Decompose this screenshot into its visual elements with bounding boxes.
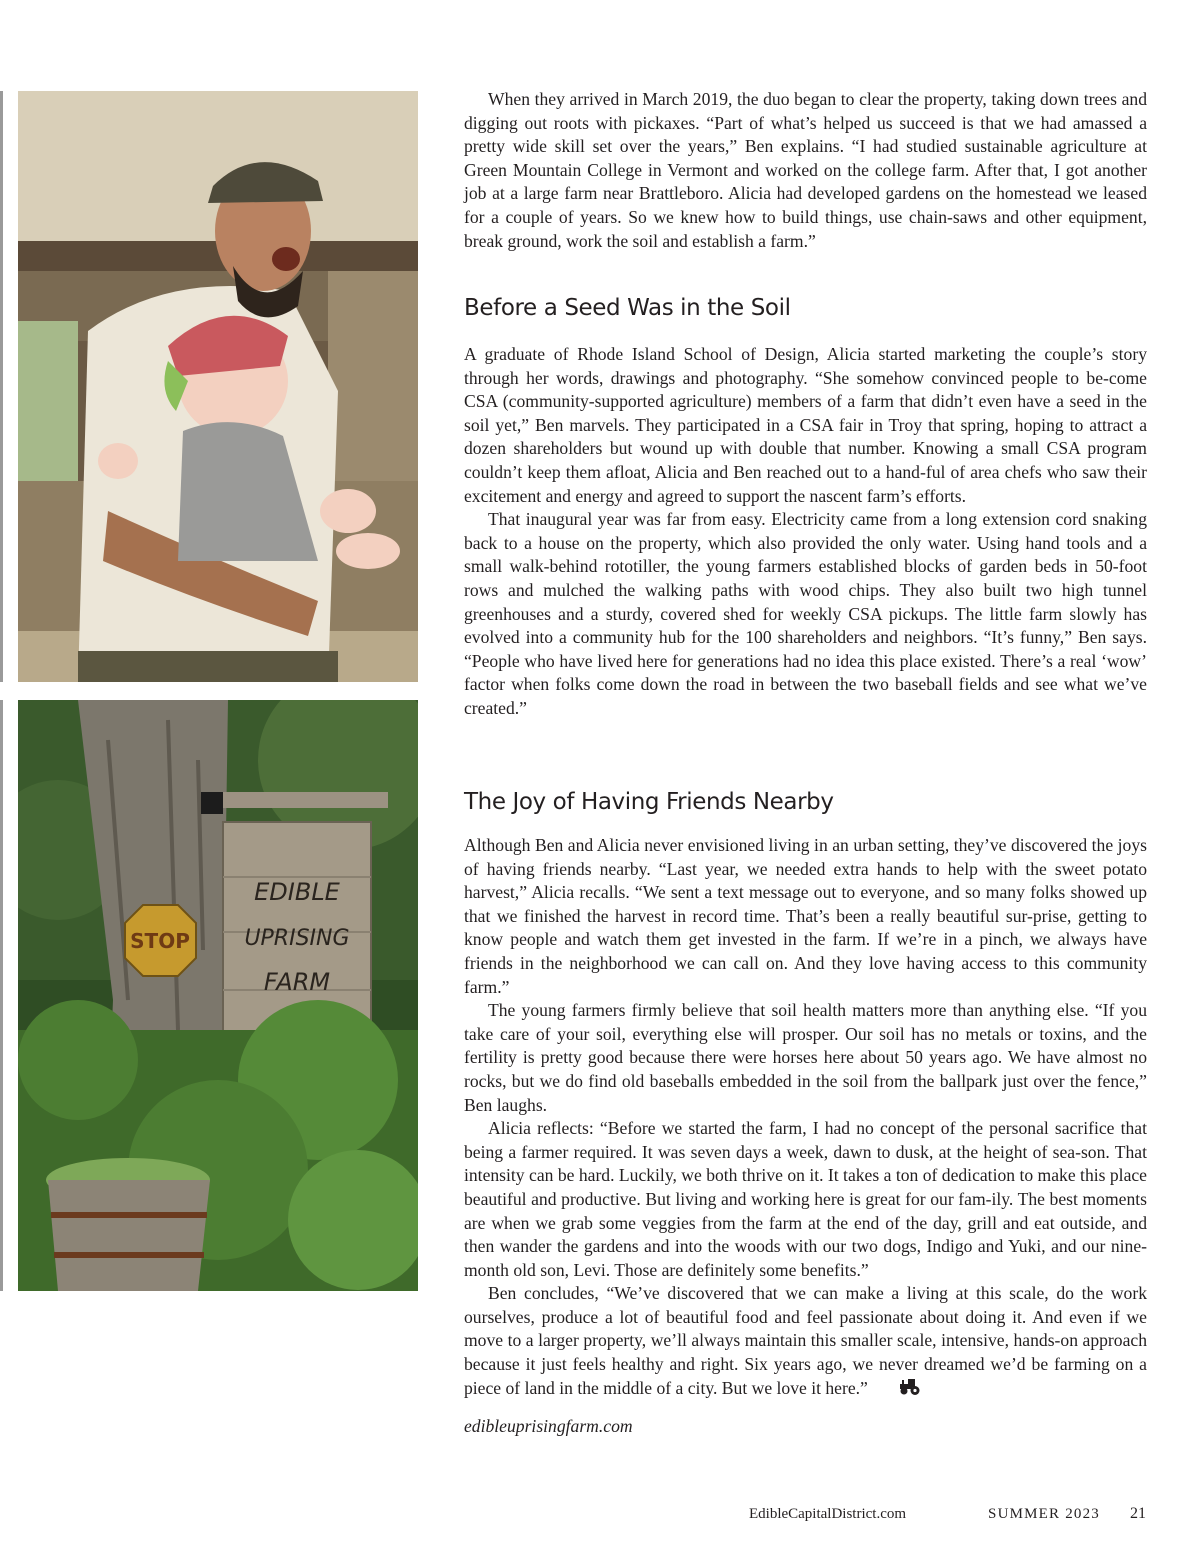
svg-text:STOP: STOP [130,929,190,953]
svg-text:EDIBLE: EDIBLE [254,878,340,906]
article-paragraph-final-text: Ben concludes, “We’ve discovered that we can make a living at this scale, do the work ourselves, produce a lot of beautiful food and feel passionate about doing it. And even if we move to a larger property, we’ll always maintain this smaller scale, intensive, hands-on approach because it just feels healthy and right. Six years ago, we never dreamed we’d be farming on a piece of land in the middle of a city. But we love it here.” [464,1283,1147,1398]
page-footer [749,1505,1146,1527]
article-paragraph: Although Ben and Alicia never envisioned living in an urban setting, they’ve discovered the joys of having friends nearby. “Last year, we needed extra hands to help with the sweet potato harvest,” Alicia recalls. “We sent a text message out to everyone, and so many folks showed up that we finished the harvest in record time. That’s been a really beautiful sur-prise, getting to know people and watch them get invested in the farm. If we’re in a pinch, we always have friends in the neighborhood we can call on. And they love having access to this community farm.” [464,835,1147,997]
footer-site: EdibleCapitalDistrict.com [748,1506,907,1522]
section-joy-of-friends [464,787,1147,817]
svg-text:FARM: FARM [263,968,331,996]
article-paragraph: That inaugural year was far from easy. Electricity came from a long extension cord snaking back to a house on the property, which also provided the only water. Using hand tools and a small walk-behind rototiller, the young farmers established blocks of garden beds in 50-foot rows and mulched the walking paths with wood chips. They also built two high tunnel greenhouses and a sturdy, covered shed for weekly CSA pickups. The little farm slowly has evolved into a community hub for the 100 shareholders and neighbors. “It’s funny,” Ben says. “People who have lived here for generations had no idea this place existed. There’s a real ‘wow’ factor when folks come down the road in between the two baseball fields and see what we’ve created.” [464,509,1147,718]
man-with-baby-photo [18,91,418,682]
section-before-a-seed [464,293,1147,323]
article-paragraph: The young farmers firmly believe that soil health matters more than anything else. “If you take care of your soil, everything else will prosper. Our soil has no metals or toxins, and the fertility is pretty good because there were horses here about 50 years ago. We have almost no rocks, but we do find old baseballs embedded in the soil from the ballpark just over the fence,” Ben laughs. [464,1000,1147,1115]
article-column [464,88,1147,253]
footer-issue: SUMMER 2023 [988,1506,1100,1522]
page-number: 21 [1130,1505,1146,1522]
section-joy-of-friends-body [464,834,1147,1437]
page-edge-mark-bottom [0,700,3,1291]
article-paragraph-intro: When they arrived in March 2019, the duo began to clear the property, taking down trees and digging out roots with pickaxes. “Part of what’s helped us succeed is that we had amassed a pretty wide skill set over the years,” Ben explains. “I had studied sustainable agriculture at Green Mountain College in Vermont and worked on the college farm. After that, I got another job at a large farm near Brattleboro. Alicia had developed gardens on the homestead we leased for a couple of years. So we knew how to build things, use chain-saws and other equipment, break ground, work the soil and establish a farm.” [464,89,1147,251]
section-heading-joy-of-friends: The Joy of Having Friends Nearby [464,789,834,815]
section-heading-before-a-seed: Before a Seed Was in the Soil [464,295,791,321]
farm-website-link[interactable]: edibleuprisingfarm.com [464,1416,633,1437]
tractor-icon [874,1378,922,1403]
section-before-a-seed-body [464,343,1147,721]
farm-sign-photo [18,700,418,1291]
article-paragraph-final [464,1282,1147,1402]
article-paragraph: Alicia reflects: “Before we started the farm, I had no concept of the personal sacrifice that being a farmer required. It was seven days a week, dawn to dusk, at the height of sea-son. That intensity can be hard. Luckily, we both thrive on it. It takes a ton of dedication to make this place beautiful and productive. But living and working here is great for our fam-ily. The best moments are when we grab some veggies from the farm at the end of the day, grill and eat outside, and then wander the gardens and into the woods with our two dogs, Indigo and Yuki, and our nine-month old son, Levi. Those are definitely some benefits.” [464,1118,1147,1280]
page-edge-mark-top [0,91,3,682]
article-paragraph: A graduate of Rhode Island School of Design, Alicia started marketing the couple’s story through her words, drawings and photography. “She somehow convinced people to be-come CSA (community-supported agriculture) members of a farm that didn’t even have a seed in the soil yet,” Ben marvels. They participated in a CSA fair in Troy that spring, hoping to attract a dozen shareholders but wound up with double that number. Knowing a small CSA program couldn’t keep them afloat, Alicia and Ben reached out to a hand-ful of area chefs who saw their excitement and energy and agreed to support the nascent farm’s efforts. [464,344,1147,506]
svg-text:UPRISING: UPRISING [244,926,350,951]
